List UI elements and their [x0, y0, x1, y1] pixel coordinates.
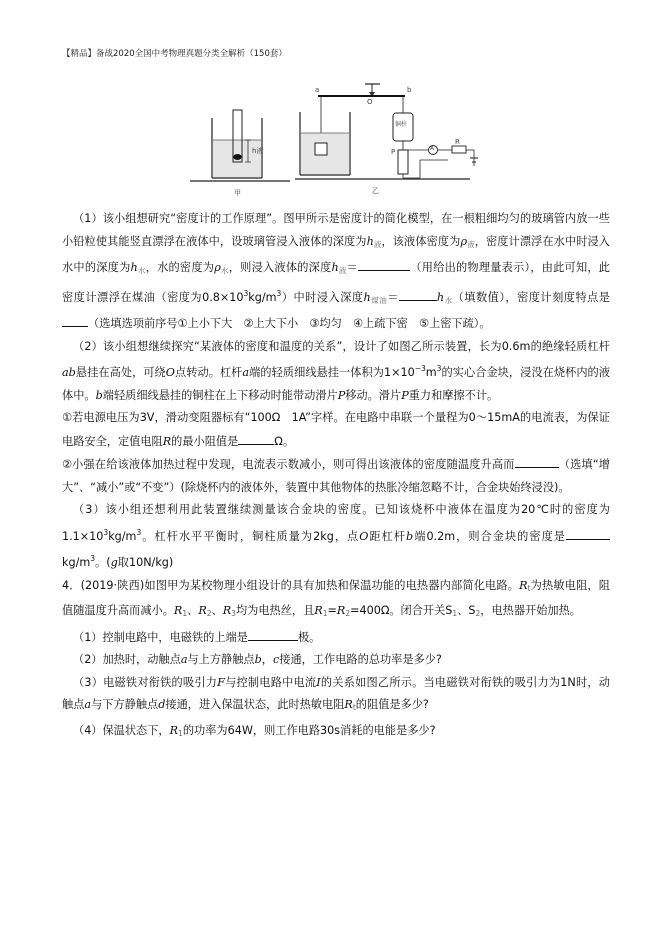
var-b: b — [95, 388, 103, 402]
var-a: a — [180, 653, 188, 666]
q3-part2-sub2 — [62, 453, 610, 499]
var-r: R — [169, 723, 179, 737]
answer-blank[interactable] — [399, 286, 437, 301]
q4-stem — [62, 575, 610, 626]
text: （选填选项前序号①上小下大 ②上大下小 ③均匀 ④上疏下密 ⑤上密下疏）。 — [88, 317, 491, 330]
subscript: 液 — [338, 266, 347, 275]
q3-part2 — [62, 336, 610, 408]
text: （3）电磁铁对衔铁的吸引力 — [73, 675, 218, 689]
var-h: h — [331, 261, 339, 274]
text: m — [425, 366, 437, 379]
subscript: 1 — [182, 609, 188, 618]
var-p: P — [337, 388, 346, 402]
text: 为热敏电阻，阻值随温度升高而减小。 — [62, 578, 610, 617]
subscript: 1 — [178, 728, 183, 738]
text: 均为电热丝，且 — [235, 604, 315, 617]
answer-blank[interactable] — [566, 525, 610, 540]
text: Ω。 — [274, 434, 295, 448]
var-h: h — [366, 234, 374, 248]
text: 的实心合金块，浸没在烧杯内的液体中。 — [62, 366, 610, 402]
var-o: O — [359, 529, 369, 543]
figure-label-b: b — [407, 86, 412, 94]
q4-part3 — [62, 672, 610, 720]
subscript: 2 — [475, 609, 481, 618]
var-r: R — [198, 604, 207, 617]
text: ，水的密度为 — [145, 261, 215, 274]
text: 端0.2m，则合金块的密度是 — [413, 529, 566, 543]
text: ，则浸入液体的深度 — [228, 261, 332, 274]
text: 移动。滑片 — [345, 388, 402, 402]
text: （2）该小组想继续探究“某液体的密度和温度的关系”，设计了如图乙所示装置，长为0.6m的绝缘轻质杠杆 — [73, 339, 610, 353]
figure-label-ammeter: A — [430, 145, 435, 152]
superscript: −3 — [414, 364, 426, 373]
superscript: 3 — [436, 364, 442, 373]
text: （2）加热时，动触点 — [73, 653, 181, 666]
superscript: 3 — [136, 527, 142, 537]
figure-label-r: R — [455, 138, 460, 146]
subscript: 水 — [220, 266, 229, 275]
text: 端轻质细线悬挂的铜柱在上下移动时能带动滑片 — [102, 388, 338, 402]
text: 与控制电路中电流 — [224, 675, 317, 689]
var-d: d — [158, 698, 166, 711]
beaker-jia — [190, 110, 290, 181]
var-a: a — [242, 366, 250, 379]
text: ，密度计漂浮在水中时浸入水中的深度为 — [62, 234, 610, 274]
text: （1）控制电路中，电磁铁的上端是 — [73, 630, 248, 644]
superscript: 3 — [90, 554, 96, 563]
text: 与上方静触点 — [187, 653, 255, 666]
subscript: 1 — [452, 609, 458, 618]
text: 、S — [457, 604, 476, 617]
var-rho: ρ — [460, 234, 468, 248]
text: （填数值），密度计刻度特点是 — [452, 290, 610, 304]
superscript: 3 — [243, 288, 249, 298]
text: 与下方静触点 — [91, 698, 159, 711]
answer-blank[interactable] — [62, 312, 88, 327]
text: （选填“增大”、“减小”或“不变”）(除烧杯内的液体外，装置中其他物体的热胀冷缩忽略不计，合金块始终浸没)。 — [62, 458, 610, 494]
var-h: h — [436, 290, 445, 304]
text: kg/m — [62, 556, 91, 569]
page-header: 【精品】备战2020全国中考物理真题分类全解析（150套） — [62, 49, 287, 59]
text: = — [327, 604, 337, 617]
figure-label-a: a — [315, 86, 320, 94]
subscript: 2 — [206, 609, 212, 618]
subscript: 水 — [137, 266, 146, 275]
text: 、 — [187, 604, 199, 617]
text: 端的轻质细线悬挂一体积为1×10 — [249, 366, 415, 379]
text: 的功率为64W，则工作电路30s消耗的电能是多少? — [182, 723, 436, 737]
answer-blank[interactable] — [358, 256, 410, 271]
subscript: 液 — [467, 239, 475, 249]
text: ）中时浸入深度 — [281, 290, 364, 304]
text: 的阻值是多少? — [355, 698, 429, 711]
text: kg/m — [108, 529, 137, 543]
text: 4．(2019·陕西)如图甲为某校物理小组设计的具有加热和保温功能的电热器内部简化电路。 — [62, 578, 520, 592]
q4-part1 — [62, 626, 610, 650]
text: 、 — [211, 604, 223, 617]
subscript: 2 — [345, 609, 351, 618]
q3-part1 — [62, 208, 610, 336]
text: 。( — [95, 556, 111, 569]
question-content — [62, 208, 610, 745]
var-p: P — [401, 388, 409, 402]
text: ，电热器开始加热。 — [480, 604, 581, 617]
text: ，该液体密度为 — [381, 234, 461, 248]
var-r: R — [336, 604, 346, 617]
q3-part2-sub1 — [62, 407, 610, 453]
figure-label-o: O — [367, 98, 373, 106]
apparatus-diagram — [0, 0, 661, 200]
figure-apparatus — [0, 0, 661, 200]
subscript: 煤油 — [370, 295, 388, 305]
text: （4）保温状态下， — [73, 723, 170, 737]
text: 取10N/kg) — [117, 556, 174, 569]
text: 。杠杆水平平衡时，铜柱质量为2kg，点 — [141, 529, 360, 543]
subscript: 水 — [444, 295, 453, 305]
text: 重力和摩擦不计。 — [408, 388, 499, 402]
text: 点转动。杠杆 — [174, 366, 243, 379]
text: 接通，进入保温状态，此时热敏电阻 — [165, 698, 345, 711]
text: ＝ — [387, 290, 399, 304]
var-ab: ab — [62, 366, 76, 379]
text: kg/m — [248, 290, 277, 304]
text: 距杠杆 — [368, 529, 407, 543]
text: 悬挂在高处，可绕 — [75, 366, 166, 379]
var-r: R — [344, 698, 353, 711]
text: 的最小阻值是 — [171, 434, 239, 448]
answer-blank[interactable] — [238, 430, 274, 445]
var-f: F — [217, 675, 225, 689]
superscript: 3 — [276, 288, 282, 298]
text: ①若电源电压为3V，滑动变阻器标有“100Ω 1A”字样。在电路中串联一个量程为0～15mA的电流表，为保证电路安全，定值电阻 — [62, 411, 610, 448]
subscript: 1 — [322, 609, 328, 618]
var-rho: ρ — [214, 261, 221, 274]
var-r: R — [162, 434, 172, 448]
q4-part4 — [62, 720, 610, 746]
subscript: 液 — [373, 239, 382, 249]
subscript: t — [352, 703, 356, 712]
var-c: c — [273, 653, 280, 666]
subscript: t — [527, 583, 531, 593]
answer-blank[interactable] — [515, 453, 559, 468]
var-r: R — [314, 604, 323, 617]
subscript: 3 — [231, 609, 236, 618]
q3-part3 — [62, 499, 610, 575]
var-i: I — [316, 675, 321, 689]
text: （1）该小组想研究“密度计的工作原理”。图甲所示是密度计的简化模型，在一根粗细均匀的玻璃管内放一些小铅粒使其能竖直漂浮在液体中，设玻璃管浸入液体的深度为 — [62, 212, 610, 248]
superscript: 3 — [103, 527, 109, 537]
var-h: h — [130, 261, 138, 274]
apparatus-yi — [295, 84, 478, 179]
text: （3）该小组还想利用此装置继续测量该合金块的密度。已知该烧杯中液体在温度为20℃时的密度为1.1×10 — [62, 503, 610, 543]
answer-blank[interactable] — [248, 626, 298, 641]
var-a: a — [84, 698, 92, 711]
text: =400Ω。闭合开关S — [350, 604, 453, 617]
var-o: O — [165, 366, 175, 379]
var-b: b — [406, 529, 414, 543]
q4-part2 — [62, 649, 610, 672]
var-h: h — [363, 290, 371, 304]
figure-label-p: P — [391, 148, 396, 156]
text: ， — [261, 653, 273, 666]
text: 极。 — [297, 630, 321, 644]
text: ②小强在给该液体加热过程中发现，电流表示数减小，则可得出该液体的密度随温度升高而 — [62, 458, 515, 471]
figure-label-jia: 甲 — [234, 189, 241, 197]
var-b: b — [254, 653, 262, 666]
text: 的关系如图乙所示。当电磁铁对衔铁的吸引力为1N时，动触点 — [62, 675, 610, 711]
text: ＝ — [346, 261, 359, 274]
var-r: R — [222, 604, 232, 617]
var-r: R — [519, 578, 528, 592]
figure-label-yi: 乙 — [372, 187, 379, 195]
var-g: g — [110, 556, 118, 569]
figure-label-h: h液 — [252, 147, 264, 155]
text: 接通，工作电路的总功率是多少? — [279, 653, 442, 666]
text: （用给出的物理量表示），由此可知，此密度计漂浮在煤油（密度为0.8×10 — [62, 261, 610, 304]
var-r: R — [173, 604, 183, 617]
figure-label-tongzhu: 铜柱 — [395, 121, 408, 128]
